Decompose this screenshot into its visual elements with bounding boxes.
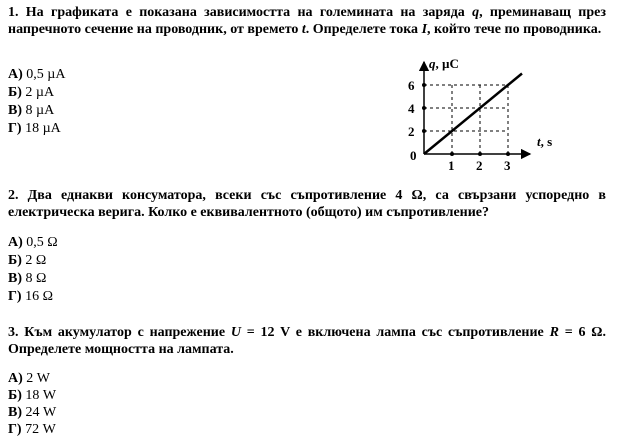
x-tick-label-2: 2 [476, 158, 483, 173]
y-tick-label-6: 6 [408, 78, 415, 93]
question-3-stem: 3. Към акумулатор с напрежение U = 12 V е включена лампа със съпротивление R = 6 Ω. Определете мощността на лампата. [8, 325, 606, 357]
q2-answer-d[interactable]: Г) 16 Ω [8, 289, 53, 304]
q3-answer-d[interactable]: Г) 72 W [8, 422, 56, 437]
y-tick-label-2: 2 [408, 124, 415, 139]
y-tick-label-4: 4 [408, 101, 415, 116]
question-1-stem: 1. На графиката е показана зависимостта на големината на заряда q, преминаващ през напречното сечение на проводник, от времето t. Определете тока I, който тече по проводника. [8, 5, 606, 37]
y-tick-dot-2 [422, 129, 426, 133]
y-tick-dot-6 [422, 83, 426, 87]
x-tick-dot-3 [506, 152, 510, 156]
q2-answer-c[interactable]: В) 8 Ω [8, 271, 47, 286]
q3-answer-c[interactable]: В) 24 W [8, 405, 57, 420]
x-tick-dot-2 [478, 152, 482, 156]
origin-label: 0 [410, 148, 417, 163]
x-tick-label-3: 3 [504, 158, 511, 173]
y-axis-label: q, µC [429, 56, 459, 71]
y-tick-dot-4 [422, 106, 426, 110]
charge-time-graph [370, 52, 570, 177]
x-tick-label-1: 1 [448, 158, 455, 173]
q1-answer-c[interactable]: В) 8 µA [8, 103, 55, 118]
q3-answer-a[interactable]: А) 2 W [8, 371, 50, 386]
series-line [424, 74, 522, 155]
q1-answer-b[interactable]: Б) 2 µA [8, 85, 55, 100]
x-axis-label: t, s [537, 134, 553, 149]
x-tick-dot-1 [450, 152, 454, 156]
q2-answer-a[interactable]: А) 0,5 Ω [8, 235, 58, 250]
q1-answer-a[interactable]: А) 0,5 µA [8, 67, 66, 82]
q1-answer-d[interactable]: Г) 18 µA [8, 121, 61, 136]
q2-answer-b[interactable]: Б) 2 Ω [8, 253, 47, 268]
question-2-stem: 2. Два еднакви консуматора, всеки със съпротивление 4 Ω, са свързани успоредно в електрическа верига. Колко е еквивалентното (общото) им съпротивление? [8, 188, 606, 220]
q3-answer-b[interactable]: Б) 18 W [8, 388, 57, 403]
